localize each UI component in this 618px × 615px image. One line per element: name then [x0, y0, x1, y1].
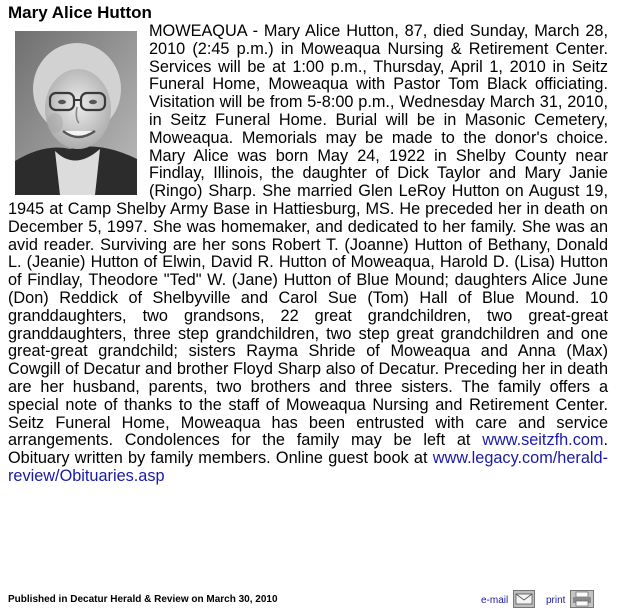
email-button[interactable]: [481, 590, 535, 610]
envelope-icon[interactable]: [513, 590, 535, 611]
printer-icon[interactable]: [570, 590, 594, 611]
funeral-home-link[interactable]: www.seitzfh.com: [482, 431, 604, 450]
obituary-content: [8, 23, 608, 486]
obituary-title: Mary Alice Hutton: [8, 3, 152, 22]
guest-book-link[interactable]: www.legacy.com/herald-review/Obituaries.asp: [8, 449, 608, 485]
obituary-body-continued: . Obituary written by family members. Online guest book at: [8, 431, 608, 468]
email-label[interactable]: e-mail: [481, 594, 509, 606]
obituary-body: MOWEAQUA - Mary Alice Hutton, 87, died Sunday, March 28, 2010 (2:45 p.m.) in Moweaqua Nursing & Retirement Center. Services will be at 1:00 p.m., Thursday, April 1, 2010 in Seitz Funeral Home, Moweaqua with Pastor Tom Black officiating. Visitation will be from 5-8:00 p.m., Wednesday March 31, 2010, in Seitz Funeral Home. Burial will be in Masonic Cemetery, Moweaqua. Memorials may be made to the donor's choice. Mary Alice was born May 24, 1922 in Shelby County near Findlay, Illinois, the daughter of Dick Taylor and Mary Janie (Ringo) Sharp. She married Glen LeRoy Hutton on August 19, 1945 at Camp Shelby Army Base in Hattiesburg, MS. He preceded her in death on December 5, 1997. She was homemaker, and dedicated to her family. She was an avid reader. Surviving are her sons Robert T. (Joanne) Hutton of Bethany, Donald L. (Jeanie) Hutton of Elwin, David R. Hutton of Moweaqua, Harold D. (Lisa) Hutton of Findlay, Theodore "Ted" W. (Jane) Hutton of Blue Mound; daughters Alice June (Don) Reddick of Shelbyville and Carol Sue (Tom) Hall of Blue Mound. 10 granddaughters, two grandsons, 22 great grandchildren, two great-great granddaughters, three step grandchildren, two step great grandchildren and one great-great grandchild; sisters Rayma Shride of Moweaqua and Anna (Max) Cowgill of Decatur and brother Floyd Sharp also of Decatur. Preceding her in death are her husband, parents, two brothers and three sisters. The family offers a special note of thanks to the staff of Moweaqua Nursing and Retirement Center. Seitz Funeral Home, Moweaqua has been entrusted with care and service arrangements. Condolences for the family may be left at: [8, 22, 608, 450]
print-button[interactable]: [546, 590, 594, 610]
print-label[interactable]: print: [546, 594, 566, 606]
portrait-photo: [15, 31, 137, 195]
published-note: Published in Decatur Herald & Review on March 30, 2010: [8, 594, 278, 605]
